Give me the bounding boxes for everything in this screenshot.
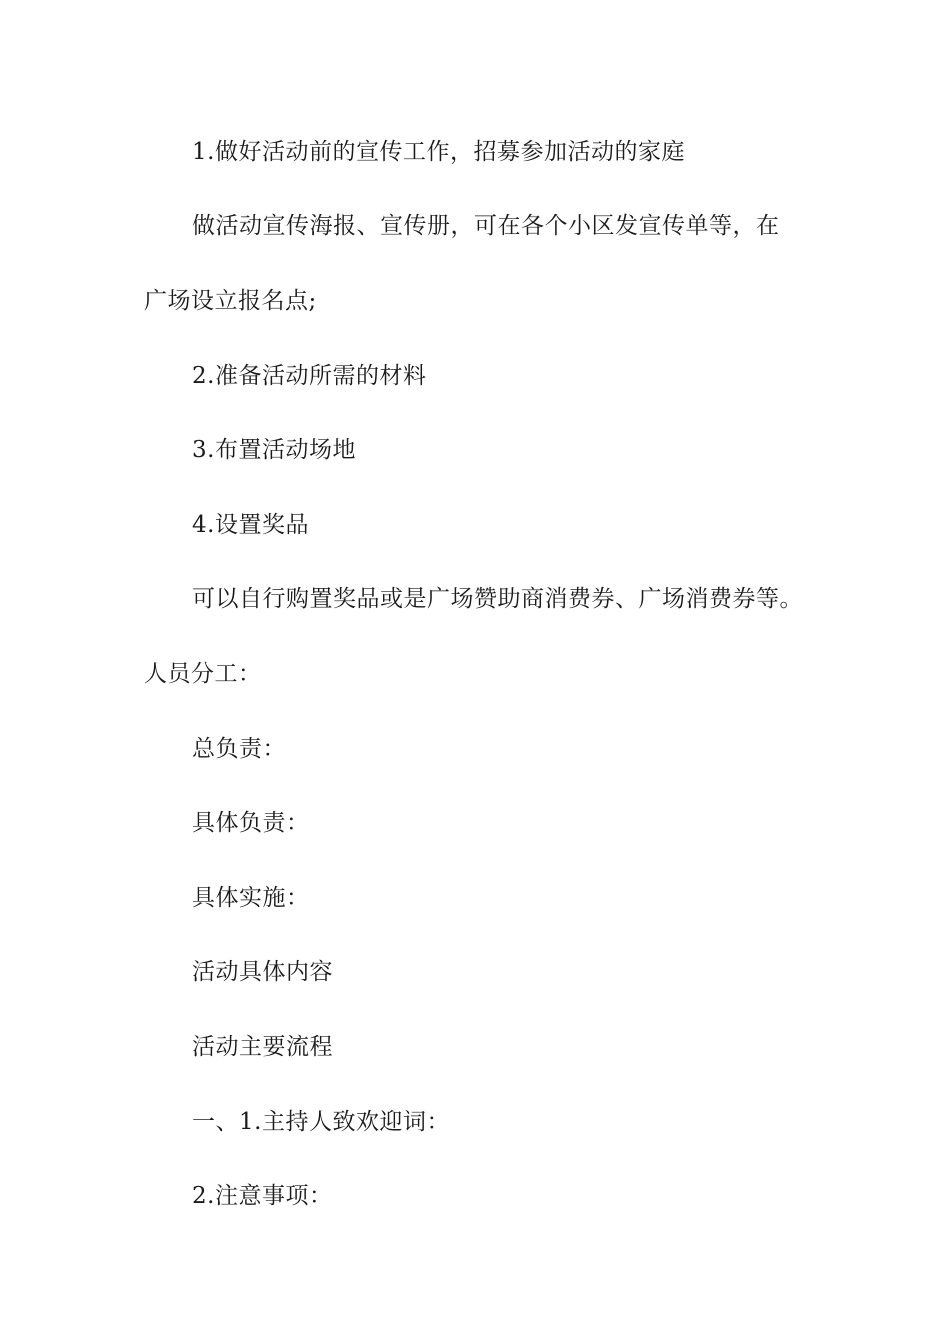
activity-content-heading: 活动具体内容 (192, 959, 333, 985)
specific-lead: 具体负责： (192, 810, 310, 836)
step-1-publicity: 1.做好活动前的宣传工作，招募参加活动的家庭 (192, 139, 685, 165)
step-4-prizes: 4.设置奖品 (192, 512, 309, 538)
implementation: 具体实施： (192, 885, 310, 911)
publicity-detail-line-2: 广场设立报名点; (144, 288, 317, 314)
step-2-materials: 2.准备活动所需的材料 (192, 363, 427, 389)
activity-flow-heading: 活动主要流程 (192, 1034, 333, 1060)
general-lead: 总负责： (192, 736, 286, 762)
publicity-detail-line-1: 做活动宣传海报、宣传册，可在各个小区发宣传单等，在 (192, 213, 780, 239)
flow-step-1: 一、1.主持人致欢迎词： (192, 1109, 450, 1135)
staff-division-heading: 人员分工： (144, 661, 262, 687)
flow-step-2: 2.注意事项： (192, 1183, 333, 1209)
prizes-detail: 可以自行购置奖品或是广场赞助商消费券、广场消费券等。 (192, 586, 803, 612)
step-3-venue: 3.布置活动场地 (192, 437, 356, 463)
